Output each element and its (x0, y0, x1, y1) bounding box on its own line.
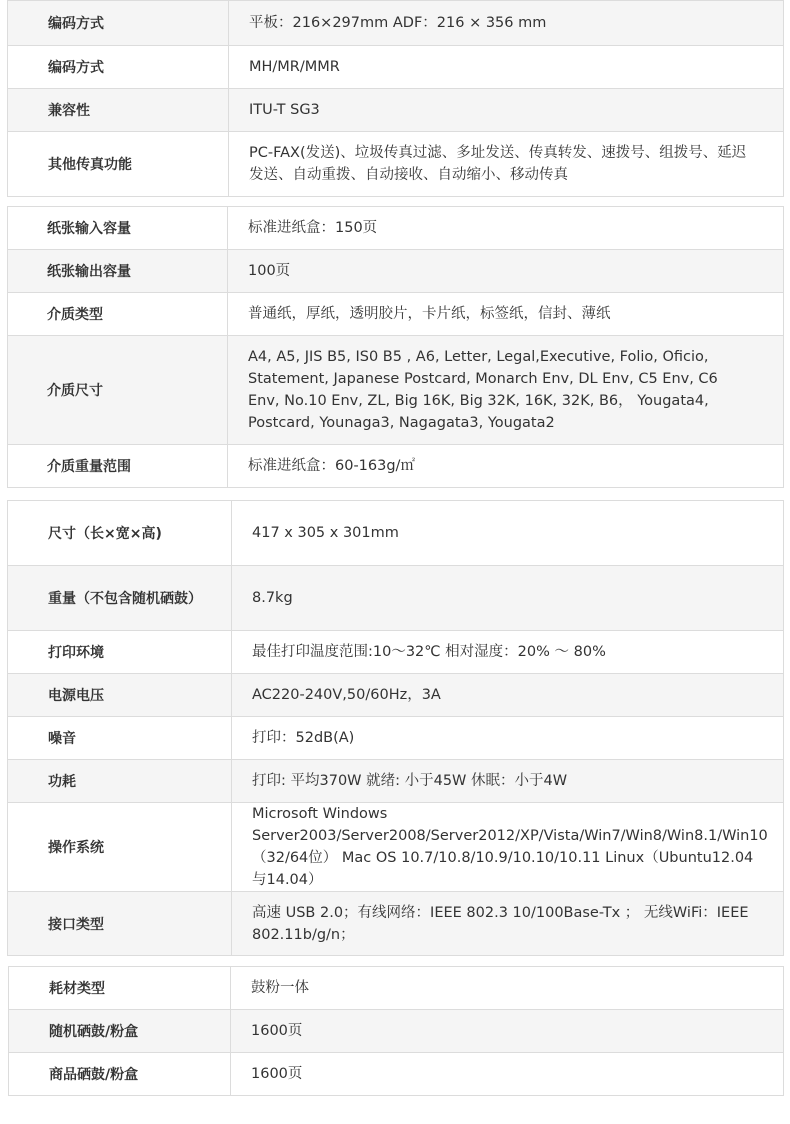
spec-value: 最佳打印温度范围:10～32℃ 相对湿度：20% ～ 80% (232, 631, 784, 674)
spec-value: AC220-240V,50/60Hz，3A (232, 674, 784, 717)
spec-row (8, 207, 784, 250)
spec-value: 417 x 305 x 301mm (232, 501, 784, 566)
spec-label: 噪音 (8, 717, 232, 760)
spec-value: 打印: 平均370W 就绪: 小于45W 休眠：小于4W (232, 760, 784, 803)
spec-value: A4, A5, JIS B5, IS0 B5 , A6, Letter, Legal,Executive, Folio, Oficio, Statement, Japanese Postcard, Monarch Env, DL Env, C5 Env, C6 Env, No.10 Env, ZL, Big 16K, Big 32K, 16K, 32K, B6， Yougata4, Postcard, Younaga3, Nagagata3, Yougata2 (228, 336, 784, 445)
spec-row (8, 250, 784, 293)
spec-row (8, 566, 784, 631)
spec-value: 普通纸，厚纸，透明胶片，卡片纸，标签纸，信封、薄纸 (228, 293, 784, 336)
spec-label: 打印环境 (8, 631, 232, 674)
spec-row (8, 631, 784, 674)
spec-label: 编码方式 (8, 46, 229, 89)
spec-label: 编码方式 (8, 1, 229, 46)
spec-value: 高速 USB 2.0；有线网络：IEEE 802.3 10/100Base-Tx ； 无线WiFi：IEEE 802.11b/g/n； (232, 892, 784, 956)
general-spec-table (7, 500, 784, 956)
spec-label: 介质类型 (8, 293, 228, 336)
spec-label: 其他传真功能 (8, 132, 229, 197)
spec-label: 兼容性 (8, 89, 229, 132)
spec-value: 鼓粉一体 (231, 967, 784, 1010)
spec-label: 操作系统 (8, 803, 232, 892)
spec-value: 打印：52dB(A) (232, 717, 784, 760)
spec-row (8, 501, 784, 566)
spec-label: 尺寸（长×宽×高) (8, 501, 232, 566)
spec-row (8, 892, 784, 956)
spec-value: 平板：216×297mm ADF：216 × 356 mm (229, 1, 784, 46)
spec-value: ITU-T SG3 (229, 89, 784, 132)
fax-spec-table (7, 0, 784, 197)
spec-value: 100页 (228, 250, 784, 293)
spec-value: 标准进纸盒：60-163g/㎡ (228, 445, 784, 488)
spec-row (8, 717, 784, 760)
spec-row (8, 445, 784, 488)
spec-label: 功耗 (8, 760, 232, 803)
paper-spec-table (7, 206, 784, 488)
spec-row (8, 336, 784, 445)
spec-label: 耗材类型 (9, 967, 231, 1010)
spec-row (8, 46, 784, 89)
spec-label: 介质尺寸 (8, 336, 228, 445)
spec-row (8, 293, 784, 336)
spec-row (9, 1053, 784, 1096)
spec-row (8, 132, 784, 197)
consumables-spec-table (8, 966, 784, 1096)
spec-value: 1600页 (231, 1053, 784, 1096)
spec-value: 8.7kg (232, 566, 784, 631)
spec-label: 重量（不包含随机硒鼓） (8, 566, 232, 631)
spec-row (9, 1010, 784, 1053)
spec-value: 标准进纸盒：150页 (228, 207, 784, 250)
spec-label: 介质重量范围 (8, 445, 228, 488)
spec-row (8, 89, 784, 132)
spec-label: 纸张输出容量 (8, 250, 228, 293)
spec-label: 电源电压 (8, 674, 232, 717)
spec-value: PC-FAX(发送)、垃圾传真过滤、多址发送、传真转发、速拨号、组拨号、延迟发送、自动重拨、自动接收、自动缩小、移动传真 (229, 132, 784, 197)
spec-value: 1600页 (231, 1010, 784, 1053)
spec-label: 接口类型 (8, 892, 232, 956)
spec-row (8, 760, 784, 803)
spec-row (8, 1, 784, 46)
spec-label: 商品硒鼓/粉盒 (9, 1053, 231, 1096)
spec-row (9, 967, 784, 1010)
spec-label: 随机硒鼓/粉盒 (9, 1010, 231, 1053)
spec-value: Microsoft Windows Server2003/Server2008/Server2012/XP/Vista/Win7/Win8/Win8.1/Win10（32/64位） Mac OS 10.7/10.8/10.9/10.10/10.11 Linux（Ubuntu12.04与14.04） (232, 803, 784, 892)
spec-row (8, 674, 784, 717)
spec-row (8, 803, 784, 892)
spec-value: MH/MR/MMR (229, 46, 784, 89)
spec-label: 纸张输入容量 (8, 207, 228, 250)
